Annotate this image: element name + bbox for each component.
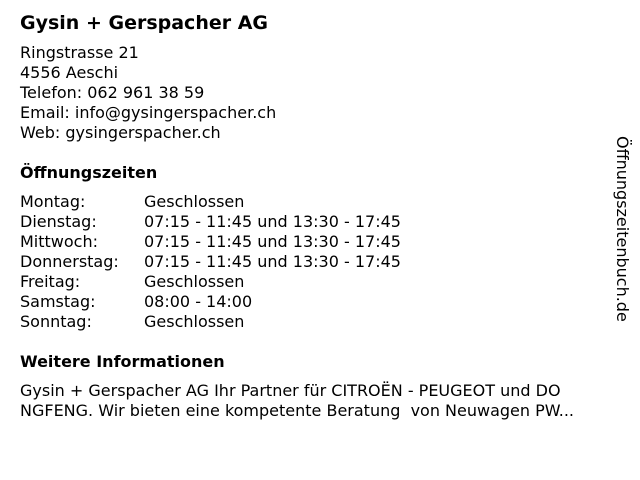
hours-day: Mittwoch: [20, 232, 98, 251]
hours-time: 07:15 - 11:45 und 13:30 - 17:45 [144, 252, 401, 271]
further-info-line: NGFENG. Wir bieten eine kompetente Beratung von Neuwagen PW... [20, 401, 575, 420]
hours-row [20, 232, 610, 252]
email-address: Email: info@gysingerspacher.ch [20, 103, 277, 122]
source-credit: Öffnungszeitenbuch.de [613, 136, 632, 322]
further-info-text [20, 381, 620, 421]
hours-day: Samstag: [20, 292, 96, 311]
hours-time: Geschlossen [144, 272, 245, 291]
hours-day: Donnerstag: [20, 252, 119, 271]
hours-day: Sonntag: [20, 312, 92, 331]
hours-time: 07:15 - 11:45 und 13:30 - 17:45 [144, 212, 401, 231]
city-address: 4556 Aeschi [20, 63, 119, 82]
hours-day: Montag: [20, 192, 86, 211]
hours-time: Geschlossen [144, 192, 245, 211]
contact-block [20, 43, 610, 143]
hours-row [20, 312, 610, 332]
street-address: Ringstrasse 21 [20, 43, 139, 62]
hours-row [20, 272, 610, 292]
business-name: Gysin + Gerspacher AG [20, 12, 269, 34]
further-info-heading: Weitere Informationen [20, 352, 225, 371]
opening-hours-table [20, 192, 610, 332]
hours-day: Dienstag: [20, 212, 97, 231]
hours-day: Freitag: [20, 272, 81, 291]
hours-row [20, 192, 610, 212]
phone-number: Telefon: 062 961 38 59 [20, 83, 205, 102]
hours-row [20, 292, 610, 312]
hours-time: 08:00 - 14:00 [144, 292, 253, 311]
hours-time: 07:15 - 11:45 und 13:30 - 17:45 [144, 232, 401, 251]
hours-row [20, 212, 610, 232]
hours-time: Geschlossen [144, 312, 245, 331]
further-info-line: Gysin + Gerspacher AG Ihr Partner für CITROËN - PEUGEOT und DO [20, 381, 561, 400]
hours-row [20, 252, 610, 272]
opening-hours-heading: Öffnungszeiten [20, 163, 158, 182]
business-card [20, 10, 610, 421]
website: Web: gysingerspacher.ch [20, 123, 221, 142]
